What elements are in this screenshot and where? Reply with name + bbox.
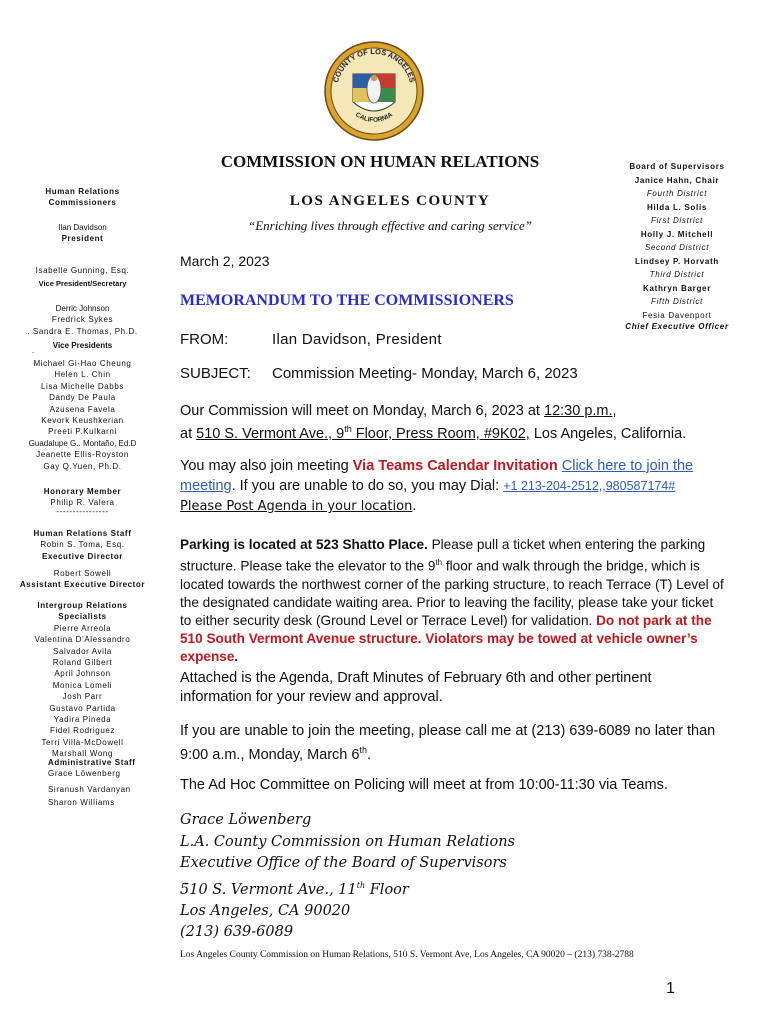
signature-line: (213) 639-6089 [180,924,294,941]
text: You may also join meeting [180,458,353,474]
text: Floor [365,881,409,898]
county-seal-logo [323,40,425,142]
list-item: Gustavo Partida [49,703,116,713]
vice-president-name: Fredrick Sykes [51,315,114,325]
ceo-name: Fesia Davenport [642,310,712,320]
superscript: th [356,880,366,890]
assistant-name: Robert Sowell [53,569,112,578]
staff-heading: Human Relations Staff [33,529,132,538]
list-item: Azusena Favela [49,404,116,414]
from-label: FROM: [180,331,229,348]
admin-heading: Administrative Staff [48,758,136,767]
list-item: Grace Löwenberg [48,769,121,779]
text: If you are unable to join the meeting, please call me at (213) 639-6089 no later than 9:00 a.m., Monday, March 6 [180,723,716,763]
motto: “Enriching lives through effective and caring service” [247,218,532,233]
supervisor-district: Second District [644,243,710,252]
board-heading: Board of Supervisors [629,162,725,171]
divider: ---------------- [56,506,109,516]
list-item: Siranush Vardanyan [48,784,131,794]
commissioners-heading: Human Relations [45,187,120,196]
from-line [180,331,725,349]
text: . [366,746,371,763]
list-item: Terri Villa-McDowell [41,737,124,747]
signature-line: Executive Office of the Board of Supervisors [180,855,507,871]
supervisor-district: Fifth District [650,297,704,306]
subject-line [180,365,725,383]
list-item: Yadira Pineda [53,715,112,725]
text: Our Commission will meet on Monday, March 6, 2023 at [180,403,544,419]
list-item: Jeanette Ellis-Royston [36,450,129,460]
list-item: Valentina D’Alessandro [34,635,131,645]
rsvp-paragraph [180,722,725,765]
from-value: Ilan Davidson, President [272,331,442,348]
assistant-director-block [0,568,165,591]
list-item: Kevork Keushkerian [41,416,124,426]
meeting-address [196,426,530,442]
county-name: LOS ANGELES COUNTY [289,193,491,209]
specialists-heading: Specialists [58,612,107,622]
director-name: Robin S. Toma, Esq. [40,540,125,550]
list-item: Salvador Avila [53,646,112,656]
text: 510 S. Vermont Ave., 9 [196,425,345,442]
commission-title: COMMISSION ON HUMAN RELATIONS [220,152,540,171]
supervisor-district: Third District [649,270,705,279]
join-meeting-link[interactable]: Click here to join the meeting [180,458,694,494]
honorary-title: Honorary Member [43,487,122,496]
dial-in-link[interactable]: +1 213-204-2512,,980587174# [503,479,676,493]
meeting-time: 12:30 p.m. [544,403,613,419]
superscript: th [435,558,443,567]
signature-line [180,875,515,901]
footer-address: Los Angeles County Commission on Human Relations, 510 S. Vermont Ave, Los Angeles, CA 90020 – (213) 738-2788 [180,950,634,960]
supervisor-name: Kathryn Barger [642,283,712,293]
list-item: Guadalupe G.. Montaño, Ed.D [28,438,137,448]
teams-invitation-text: Via Teams Calendar Invitation [352,458,558,474]
ceo-title: Chief Executive Officer [625,321,729,331]
admin-block [0,757,165,809]
supervisor-name: Janice Hahn, Chair [634,175,720,185]
page-number: 1 [666,980,675,997]
signature-block [180,810,515,944]
president-title: President [61,234,104,244]
subject-label: SUBJECT: [180,365,251,382]
honorary-block [0,486,165,515]
svg-text:CALIFORNIA: CALIFORNIA [354,111,394,124]
parking-location: Parking is located at 523 Shatto Place. [180,537,428,552]
vice-president-title: Vice President/Secretary [38,279,127,288]
signature-name: Grace Löwenberg [180,812,312,828]
signature-line: L.A. County Commission on Human Relations [180,833,515,850]
vice-president-name: . Sandra E. Thomas, Ph.D. [27,326,138,336]
list-item: April Johnson [54,669,111,679]
memo-date: March 2, 2023 [180,253,270,269]
stray-dot: . [32,346,35,355]
policing-committee-note: The Ad Hoc Committee on Policing will meet at from 10:00-11:30 via Teams. [180,777,668,793]
list-item: Sharon Williams [48,798,115,808]
supervisor-district: Fourth District [646,189,708,198]
list-item: Gay Q.Yuen, Ph.D. [43,461,122,471]
assistant-title: Assistant Executive Director [19,580,146,590]
attachments-paragraph: Attached is the Agenda, Draft Minutes of February 6th and other pertinent information for your review and approval. [180,670,652,705]
supervisor-name: Lindsey P. Horvath [634,256,720,266]
text: Los Angeles, California. [529,425,687,442]
svg-text:COUNTY OF LOS ANGELES: COUNTY OF LOS ANGELES [331,46,417,84]
text: , [612,403,617,419]
supervisor-district: First District [650,216,703,225]
post-agenda-text: Please Post Agenda in your location [180,499,413,514]
list-item: Fidel Rodriguez [49,726,116,736]
list-item: Roland Gilbert [52,658,113,668]
text: Please pull a ticket when entering the parking structure. Please take the elevator to the 9 [180,537,706,574]
meeting-paragraph [180,402,725,443]
list-item: Michael Gi-Hao Cheung [33,359,132,368]
vice-presidents-title: Vice Presidents [52,341,113,351]
vice-president-block [0,264,165,290]
superscript: th [359,745,367,755]
teams-paragraph [180,456,725,517]
memo-heading: MEMORANDUM TO THE COMMISSIONERS [180,292,514,309]
supervisor-name: Holly J. Mitchell [640,229,714,239]
vice-president-name: Derric Johnson [55,304,110,313]
parking-warning: Do not park at the 510 South Vermont Avenue structure. Violators may be towed at vehicle owner’s expense [180,612,712,664]
text: 510 S. Vermont Ave., 11 [180,881,357,898]
superscript: th [344,424,352,434]
text: at [180,425,197,442]
list-item: Preeti P.Kulkarni [48,427,117,437]
list-item: Josh Parr [62,692,103,702]
list-item: Marshall Wong [51,749,113,759]
specialists-block [0,600,165,760]
board-of-supervisors [592,160,762,332]
list-item: Helen L. Chin [54,370,111,380]
text: . [234,648,239,664]
president-name: Ilan Davidson [58,223,107,232]
commissioner-list [0,358,165,472]
commissioners-heading: Commissioners [48,198,117,208]
president-block [0,222,165,245]
subject-value: Commission Meeting- Monday, March 6, 2023 [272,365,578,382]
signature-line: Los Angeles, CA 90020 [180,902,351,919]
honorary-name: Philip R. Valera [50,498,115,508]
list-item: Pierre Arreola [53,623,112,633]
text: Floor, Press Room, #9K02, [351,425,530,442]
vice-presidents-block [0,303,165,352]
text: . If you are unable to do so, you may Dial: [231,478,504,494]
supervisor-name: Hilda L. Solis [646,202,708,212]
vice-president-name: Isabelle Gunning, Esq. [35,266,130,275]
specialists-heading: Intergroup Relations [37,601,128,610]
staff-block [0,528,165,562]
list-item: Lisa Michelle Dabbs [41,381,124,391]
list-item: Dandy De Paula [49,393,116,403]
commissioners-sidebar [0,186,165,209]
list-item: Monica Lomeli [52,680,113,690]
parking-paragraph [180,536,725,666]
director-title: Executive Director [41,551,124,561]
text: . [412,498,417,514]
text: floor and walk through the bridge, which is located towards the northwest corner of the parking structure, to reach Terrace (T) Level of the designated candidate waiting area. Prior to leaving the facility, please take your ticket to either security desk (Ground Level or Terrace Level) for validation. [180,558,724,628]
